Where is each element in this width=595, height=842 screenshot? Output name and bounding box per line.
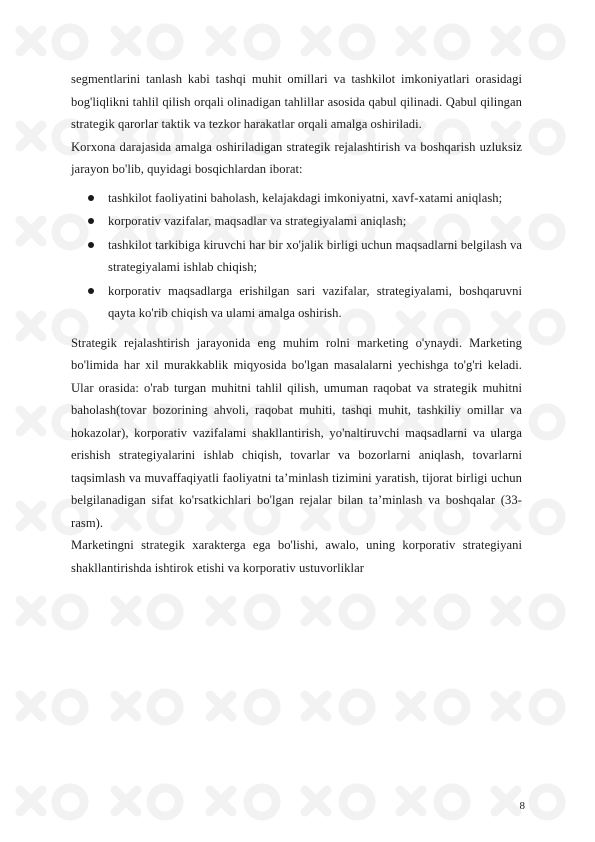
document-body [71,68,522,579]
list-item [71,280,522,325]
paragraph-planning-stages-intro: Korxona darajasida amalga oshiriladigan strategik rejalashtirish va boshqarish uzluksiz jarayon bo'lib, quyidagi bosqichlardan iborat: [71,139,522,176]
list-item [71,187,522,210]
paragraph-marketing-role: Strategik rejalashtirish jarayonida eng muhim rolni marketing o'ynaydi. Marketing bo'limida har xil murakkablik miqyosida bo'lgan masalalarni yechishga to'g'ri keladi. Ular orasida: o'rab turgan muhitni tahlil qilish, umuman raqobat va strategik muhitni baholash(tovar bozorining ahvoli, raqobat muhiti, tashqi muhit, tashkiliy omillar va hokazolar), korporativ vazifalami shakllantirish, yo'naltiruvchi maqsadlarni va ularga erishish strategiyalarini ishlab chiqish, tovarlar va bozorlarni aniqlash, tovarlarni taqsimlash va muvaffaqiyatli faoliyatni ta’minlash tizimini yaratish, tijorat birligi uchun belgilanadigan sifat ko'rsatkichlari bo'lgan rejalar bilan ta’minlash va boshqalar (33-rasm). [71,335,522,530]
bullet-icon [88,218,94,224]
list-item-text: tashkilot tarkibiga kiruvchi har bir xo'jalik birligi uchun maqsadlarni belgilash va strategiyalami ishlab chiqish; [108,237,522,274]
page-number: 8 [519,800,525,812]
paragraph-decision-analysis: segmentlarini tanlash kabi tashqi muhit omillari va tashkilot imkoniyatlari orasidagi bog'liqlikni tahlil qilish orqali olinadigan tahlillar asosida qabul qilinadi. Qabul qilingan strategik qarorlar taktik va tezkor harakatlar orqali amalga oshiriladi. [71,72,522,131]
bullet-icon [88,288,94,294]
paragraph-marketing-strategy: Marketingni strategik xarakterga ega bo'lishi, awalo, uning korporativ strategiyani shakllantirishda ishtirok etishi va korporativ ustuvorliklar [71,538,522,575]
list-item-text: korporativ maqsadlarga erishilgan sari vazifalar, strategiyalami, boshqaruvni qayta ko'rib chiqish va ulami amalga oshirish. [108,283,522,320]
bullet-icon [88,242,94,248]
planning-stages-list [71,187,522,325]
bullet-icon [88,195,94,201]
list-item [71,210,522,233]
list-item-text: korporativ vazifalar, maqsadlar va strategiyalami aniqlash; [108,214,407,228]
list-item-text: tashkilot faoliyatini baholash, kelajakdagi imkoniyatni, xavf-xatami aniqlash; [108,190,503,205]
list-item [71,234,522,279]
